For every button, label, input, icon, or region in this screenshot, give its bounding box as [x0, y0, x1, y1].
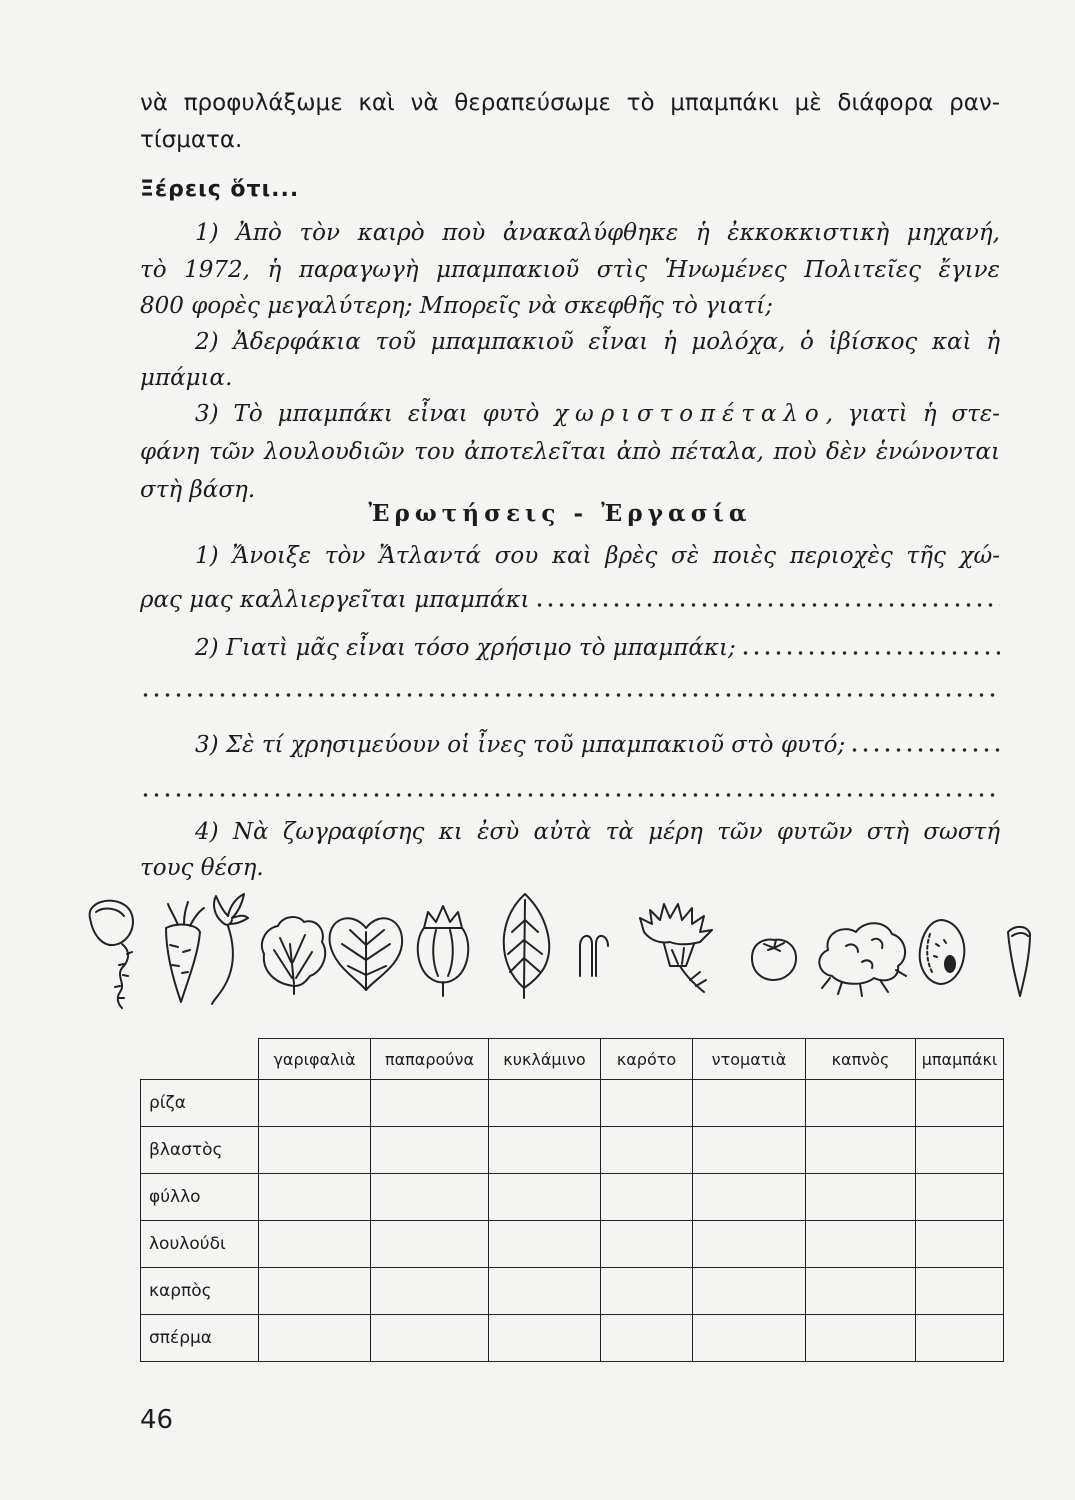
plant-parts-illustrations — [0, 885, 1075, 1015]
table-cell — [489, 1221, 601, 1268]
table-corner-cell — [141, 1039, 259, 1080]
table-row — [141, 1174, 1004, 1221]
table-cell — [259, 1080, 371, 1127]
row-label-leaf: φύλλο — [141, 1174, 259, 1221]
table-cell — [806, 1080, 916, 1127]
answer-leader — [849, 747, 1000, 753]
table-row — [141, 1268, 1004, 1315]
table-cell — [601, 1080, 693, 1127]
question-4-line-1: 4) Νὰ ζωγραφίσης κι ἐσὺ αὐτὰ τὰ μέρη τῶν φυτῶν στὴ σωστή — [195, 819, 1000, 845]
question-3-line-1 — [195, 729, 1000, 761]
table-cell — [693, 1268, 806, 1315]
table-cell — [259, 1221, 371, 1268]
table-cell — [693, 1080, 806, 1127]
table-cell — [371, 1127, 489, 1174]
table-row — [141, 1127, 1004, 1174]
table-cell — [693, 1174, 806, 1221]
table-row — [141, 1221, 1004, 1268]
row-label-root: ρίζα — [141, 1080, 259, 1127]
table-cell — [916, 1268, 1004, 1315]
table-cell — [693, 1221, 806, 1268]
table-cell — [693, 1127, 806, 1174]
fact-3-emphasis: χωριστοπέταλο — [554, 401, 826, 427]
seedling-icon — [580, 936, 608, 976]
table-cell — [806, 1221, 916, 1268]
carrot-icon — [166, 902, 204, 1002]
answer-leader — [740, 650, 1000, 656]
table-cell — [601, 1221, 693, 1268]
fact-1-line-2: τὸ 1972, ἡ παραγωγὴ μπαμπακιοῦ στὶς Ἡνωμένες Πολιτεῖες ἔγινε — [140, 257, 1000, 283]
column-header-tobacco: καπνὸς — [806, 1039, 916, 1080]
table-cell — [371, 1080, 489, 1127]
tobacco-leaf-icon — [504, 894, 549, 998]
poppy-bud-icon — [90, 901, 133, 1008]
question-1-line-2 — [140, 584, 1000, 616]
page-number: 46 — [140, 1405, 174, 1435]
fact-3-line-2: φάνη τῶν λουλουδιῶν του ἀποτελεῖται ἀπὸ πέταλα, ποὺ δὲν ἑνώνονται — [140, 439, 1000, 465]
fact-1-line-3: 800 φορὲς μεγαλύτερη; Μπορεῖς νὰ σκεφθῆς τὸ γιατί; — [140, 293, 773, 319]
table-cell — [601, 1174, 693, 1221]
column-header-poppy: παπαρούνα — [371, 1039, 489, 1080]
answer-line-3 — [140, 774, 1000, 806]
table-cell — [371, 1268, 489, 1315]
table-cell — [371, 1174, 489, 1221]
table-cell — [806, 1174, 916, 1221]
intro-line-2: τίσματα. — [140, 127, 243, 153]
question-3-text: 3) Σὲ τί χρησιμεύουν οἱ ἶνες τοῦ μπαμπακιοῦ στὸ φυτό; — [195, 732, 846, 758]
table-cell — [259, 1174, 371, 1221]
question-1-line-1: 1) Ἄνοιξε τὸν Ἄτλαντά σου καὶ βρὲς σὲ ποιὲς περιοχὲς τῆς χώ- — [195, 543, 1000, 569]
answer-dots — [140, 792, 1000, 798]
column-header-cotton: μπαμπάκι — [916, 1039, 1004, 1080]
seed-pod-icon — [1008, 927, 1030, 996]
table-cell — [916, 1221, 1004, 1268]
table-row — [141, 1080, 1004, 1127]
intro-line-1: νὰ προφυλάξωμε καὶ νὰ θεραπεύσωμε τὸ μπαμπάκι μὲ διάφορα ραν- — [140, 90, 1000, 116]
table-cell — [806, 1315, 916, 1362]
poppy-capsule-icon — [418, 906, 469, 996]
table-cell — [259, 1315, 371, 1362]
fact-3-text-after: , γιατὶ ἡ στε- — [825, 401, 1000, 427]
did-you-know-heading: Ξέρεις ὅτι... — [140, 177, 300, 202]
question-4-line-2: τους θέση. — [140, 855, 264, 881]
table-cell — [693, 1315, 806, 1362]
table-cell — [916, 1127, 1004, 1174]
fact-3-line-1 — [195, 398, 1000, 430]
tomato-icon — [752, 940, 796, 980]
table-cell — [916, 1174, 1004, 1221]
table-cell — [916, 1080, 1004, 1127]
fact-2-line-1: 2) Ἀδερφάκια τοῦ μπαμπακιοῦ εἶναι ἡ μολόχα, ὁ ἰβίσκος καὶ ἡ — [195, 329, 1000, 355]
column-header-tomato: ντοματιὰ — [693, 1039, 806, 1080]
question-2-line-1 — [195, 632, 1000, 664]
question-2-text: 2) Γιατὶ μᾶς εἶναι τόσο χρήσιμο τὸ μπαμπάκι; — [195, 635, 736, 661]
cotton-seed-icon — [920, 920, 965, 984]
fact-2-line-2: μπάμια. — [140, 365, 233, 391]
table-cell — [259, 1268, 371, 1315]
answer-leader — [534, 602, 1000, 608]
table-cell — [601, 1268, 693, 1315]
table-cell — [601, 1315, 693, 1362]
fact-3-line-3: στὴ βάση. — [140, 477, 256, 503]
question-1-text: ρας μας καλλιεργεῖται μπαμπάκι — [140, 587, 530, 613]
table-cell — [259, 1127, 371, 1174]
cyclamen-flower-icon — [212, 894, 248, 1004]
table-cell — [489, 1268, 601, 1315]
table-cell — [601, 1127, 693, 1174]
table-header-row — [141, 1039, 1004, 1080]
row-label-stem: βλαστὸς — [141, 1127, 259, 1174]
table-cell — [489, 1315, 601, 1362]
table-cell — [371, 1221, 489, 1268]
table-cell — [489, 1174, 601, 1221]
column-header-carnation: γαριφαλιὰ — [259, 1039, 371, 1080]
fact-3-text-before: 3) Τὸ μπαμπάκι εἶναι φυτὸ — [195, 401, 555, 427]
answer-line-2 — [140, 674, 1000, 706]
table-cell — [916, 1315, 1004, 1362]
cotton-leaf-icon — [262, 917, 325, 994]
table-cell — [489, 1080, 601, 1127]
table-cell — [806, 1268, 916, 1315]
answer-dots — [140, 692, 1000, 698]
plant-parts-table — [140, 1038, 1004, 1362]
cotton-boll-icon — [819, 923, 906, 996]
questions-heading: Ἐρωτήσεις - Ἐργασία — [368, 500, 752, 527]
row-label-flower: λουλούδι — [141, 1221, 259, 1268]
row-label-seed: σπέρμα — [141, 1315, 259, 1362]
table-cell — [489, 1127, 601, 1174]
fact-1-line-1: 1) Ἀπὸ τὸν καιρὸ ποὺ ἀνακαλύφθηκε ἡ ἐκκοκκιστικὴ μηχανή, — [195, 220, 1000, 246]
cyclamen-leaf-icon — [330, 918, 403, 990]
table-cell — [806, 1127, 916, 1174]
table-row — [141, 1315, 1004, 1362]
carnation-icon — [640, 904, 712, 992]
row-label-fruit: καρπὸς — [141, 1268, 259, 1315]
column-header-cyclamen: κυκλάμινο — [489, 1039, 601, 1080]
table-cell — [371, 1315, 489, 1362]
column-header-carrot: καρότο — [601, 1039, 693, 1080]
